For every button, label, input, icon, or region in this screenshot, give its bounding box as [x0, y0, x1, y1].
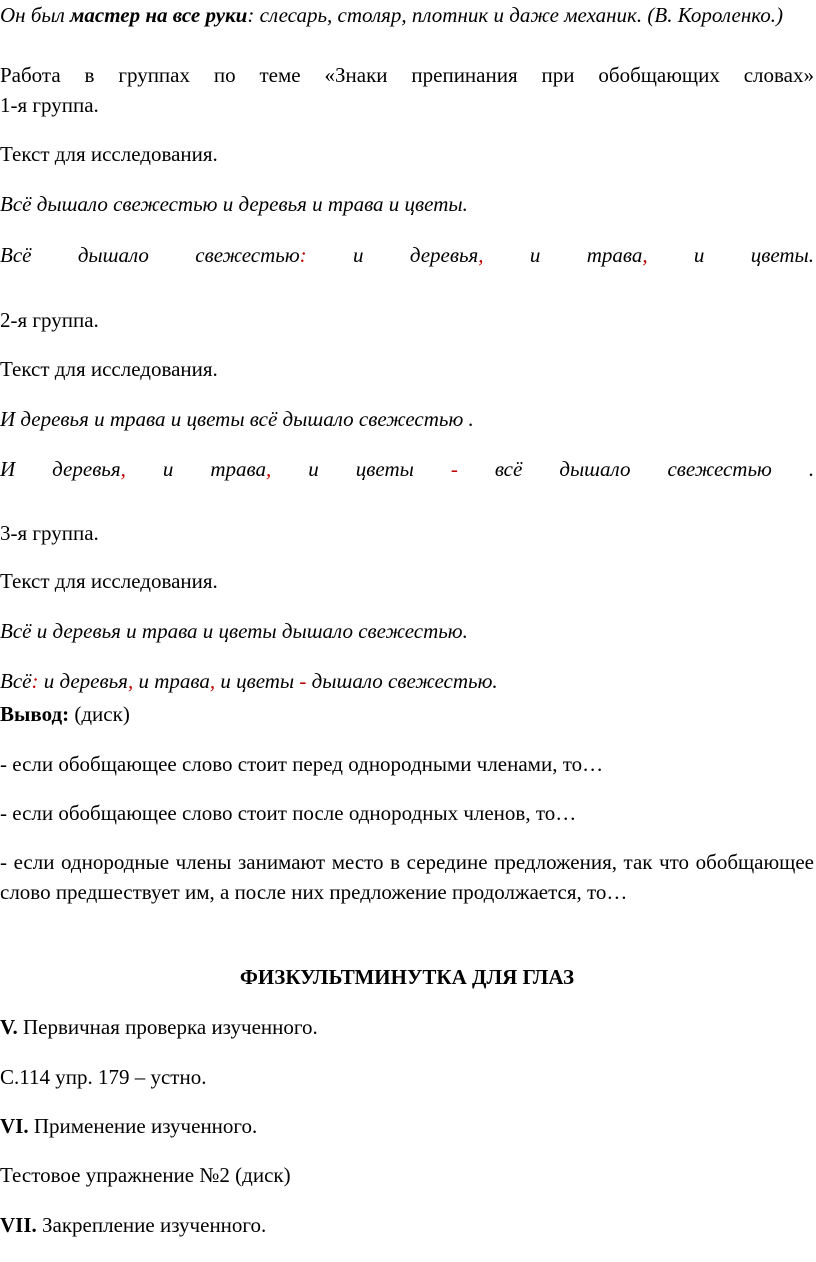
- word: и цветы: [215, 669, 300, 693]
- dash-mark: -: [299, 669, 307, 693]
- step-number: VI.: [0, 1114, 29, 1138]
- group-1-answer: [0, 240, 814, 270]
- word: и: [352, 243, 364, 267]
- conclusion-note: (диск): [69, 702, 130, 726]
- word: цветы: [355, 457, 414, 481]
- word: и: [693, 243, 705, 267]
- word: деревья: [52, 457, 121, 481]
- comma-mark: ,: [209, 669, 216, 693]
- word: цветы: [750, 243, 809, 267]
- word: дышало свежестью.: [306, 669, 498, 693]
- colon-mark: :: [299, 243, 307, 267]
- dash-mark: -: [450, 457, 458, 481]
- group-2-answer: [0, 454, 814, 484]
- conclusion-item-2: - если обобщающее слово стоит после однородных членов, то…: [0, 801, 577, 825]
- group-1-sentence: Всё дышало свежестью и деревья и трава и цветы.: [0, 192, 468, 216]
- conclusion-heading: [0, 699, 814, 729]
- step-text: Закрепление изученного.: [36, 1213, 267, 1237]
- group-3-label: Текст для исследования.: [0, 569, 218, 593]
- group-2-label: Текст для исследования.: [0, 357, 218, 381]
- word: свежестью: [667, 457, 772, 481]
- word: и: [308, 457, 319, 481]
- word: дышало: [77, 243, 149, 267]
- word: всё: [494, 457, 523, 481]
- step-vi: [0, 1111, 814, 1141]
- word: Всё: [0, 243, 32, 267]
- conclusion-label: Вывод:: [0, 702, 70, 726]
- word: трава: [210, 457, 267, 481]
- conclusion-item-3: - если однородные члены занимают место в середине предложения, так что обобщающее слово предшествует им, а после них предложение продолжается, то…: [0, 850, 814, 904]
- step-vii: [0, 1210, 814, 1240]
- period-mark: .: [808, 457, 815, 481]
- step-number: V.: [0, 1015, 18, 1039]
- quote-paragraph: [0, 0, 814, 30]
- step-text: Первичная проверка изученного.: [17, 1015, 318, 1039]
- comma-mark: ,: [266, 457, 272, 481]
- group-2-sentence: И деревья и трава и цветы всё дышало свежестью .: [0, 407, 474, 431]
- colon-mark: :: [31, 669, 39, 693]
- step-v-task: С.114 упр. 179 – устно.: [0, 1065, 207, 1089]
- word: и: [529, 243, 541, 267]
- comma-mark: ,: [120, 457, 126, 481]
- step-v: [0, 1012, 814, 1042]
- word: Всё: [0, 669, 32, 693]
- step-text: Применение изученного.: [28, 1114, 258, 1138]
- comma-mark: ,: [127, 669, 134, 693]
- quote-text: Он был: [0, 3, 71, 27]
- group-1-title: 1-я группа.: [0, 93, 99, 117]
- step-vi-task: Тестовое упражнение №2 (диск): [0, 1163, 291, 1187]
- step-number: VII.: [0, 1213, 37, 1237]
- period-mark: .: [808, 243, 815, 267]
- word: свежестью: [195, 243, 300, 267]
- comma-mark: ,: [478, 243, 484, 267]
- word: И: [0, 457, 16, 481]
- group-1-label: Текст для исследования.: [0, 142, 218, 166]
- conclusion-item-1: - если обобщающее слово стоит перед однородными членами, то…: [0, 752, 604, 776]
- group-3-answer: [0, 666, 814, 696]
- word: дышало: [559, 457, 631, 481]
- word: и деревья: [38, 669, 128, 693]
- word: и трава: [133, 669, 210, 693]
- exercise-title: ФИЗКУЛЬТМИНУТКА ДЛЯ ГЛАЗ: [239, 965, 575, 989]
- group-2-title: 2-я группа.: [0, 308, 99, 332]
- word: трава: [586, 243, 643, 267]
- quote-text-end: : слесарь, столяр, плотник и даже механик. (В. Короленко.): [247, 3, 784, 27]
- comma-mark: ,: [642, 243, 648, 267]
- section-title: Работа в группах по теме «Знаки препинания при обобщающих словах»: [0, 63, 814, 87]
- word: деревья: [409, 243, 479, 267]
- word: и: [162, 457, 174, 481]
- group-3-title: 3-я группа.: [0, 521, 99, 545]
- group-3-sentence: Всё и деревья и трава и цветы дышало свежестью.: [0, 619, 468, 643]
- quote-bold: мастер на все руки: [70, 3, 248, 27]
